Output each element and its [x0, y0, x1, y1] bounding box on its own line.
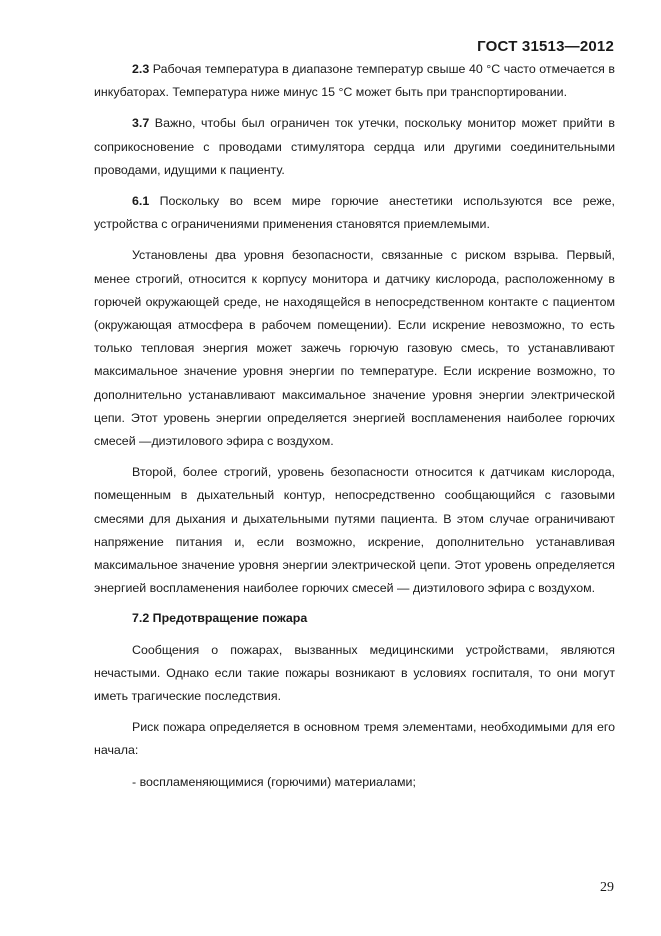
clause-ref: 3.7	[132, 116, 150, 131]
document-header: ГОСТ 31513—2012	[477, 38, 614, 55]
page-body	[94, 58, 615, 794]
paragraph-safety-level-2: Второй, более строгий, уровень безопасности относится к датчикам кислорода, помещенным в дыхательный контур, непосредственно сообщающийся с газовыми смесями для дыхания и дыхательными путями пациента. В этом случае ограничивают напряжение питания и, если возможно, искрение, дополнительно устанавливая максимальное значение уровня энергии электрической цепи. Этот уровень определяется энергией воспламенения наиболее горючих смесей — диэтилового эфира с воздухом.	[94, 465, 615, 596]
paragraph-2-3	[94, 58, 615, 104]
paragraph-fire-reports: Сообщения о пожарах, вызванных медицинскими устройствами, являются нечастыми. Однако если такие пожары возникают в условиях госпиталя, то они могут иметь трагические последствия.	[94, 642, 615, 704]
list-item: - воспламеняющимися (горючими) материалами;	[132, 774, 416, 789]
paragraph-text: Поскольку во всем мире горючие анестетики используются все реже, устройства с ограничениями применения становятся приемлемыми.	[94, 194, 615, 232]
paragraph-text: Рабочая температура в диапазоне температур свыше 40 °С часто отмечается в инкубаторах. Температура ниже минус 15 °С может быть при транспортировании.	[94, 62, 615, 100]
section-heading: 7.2 Предотвращение пожара	[132, 611, 308, 626]
paragraph-6-1	[94, 190, 615, 236]
clause-ref: 2.3	[132, 62, 150, 76]
paragraph-3-7	[94, 112, 615, 182]
clause-ref: 6.1	[132, 194, 150, 209]
page-number: 29	[600, 880, 614, 895]
paragraph-fire-risk: Риск пожара определяется в основном тремя элементами, необходимыми для его начала:	[94, 720, 615, 758]
paragraph-safety-level-1: Установлены два уровня безопасности, связанные с риском взрыва. Первый, менее строгий, относится к корпусу монитора и датчику кислорода, расположенному в горючей окружающей среде, не находящейся в непосредственном контакте с пациентом (окружающая атмосфера в рабочем помещении). Если искрение невозможно, то есть только тепловая энергия может зажечь горючую газовую смесь, то устанавливают максимальное значение уровня энергии по температуре. Если искрение возможно, то дополнительно устанавливают максимальное значение уровня энергии электрической цепи. Этот уровень энергии определяется энергией воспламенения наиболее горючих смесей —диэтилового эфира с воздухом.	[94, 248, 615, 449]
paragraph-text: Важно, чтобы был ограничен ток утечки, поскольку монитор может прийти в соприкосновение с проводами стимулятора сердца или другими соединительными проводами, идущими к пациенту.	[94, 116, 615, 177]
